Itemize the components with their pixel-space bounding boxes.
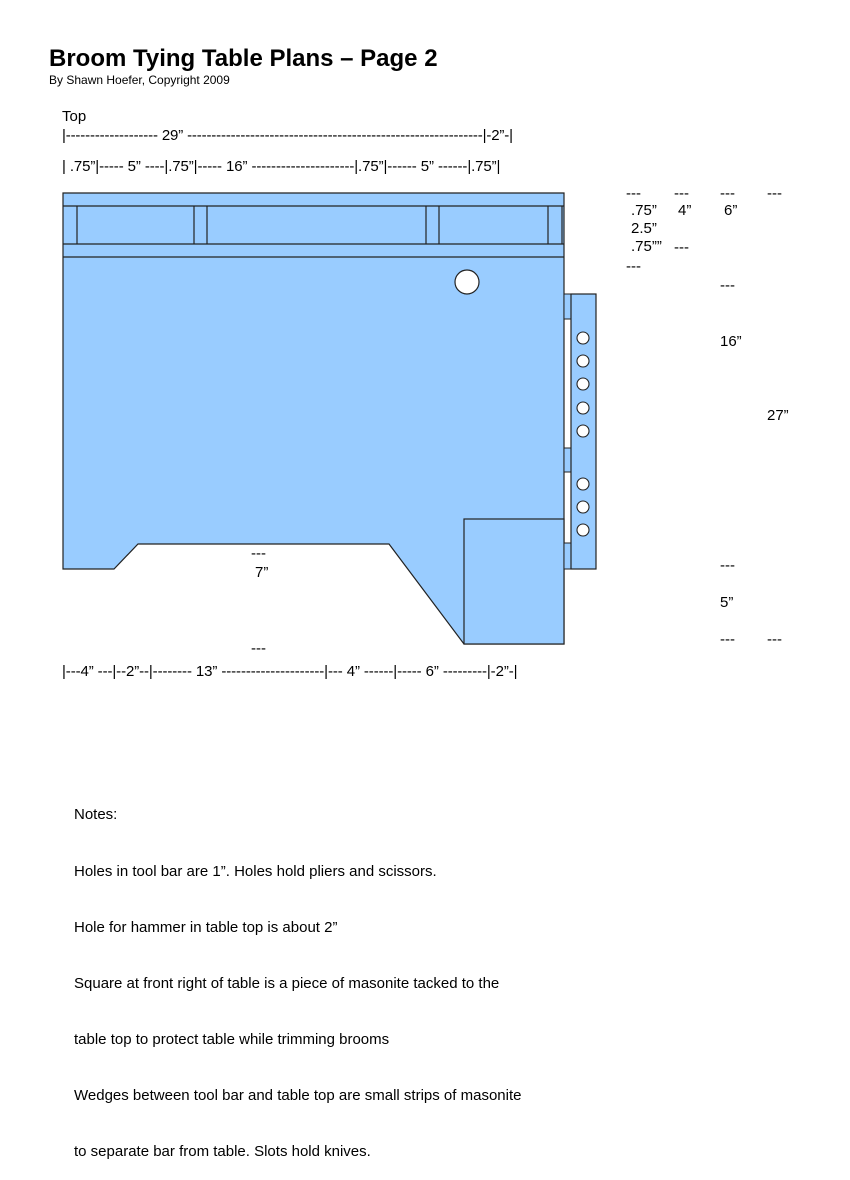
wedge	[564, 543, 571, 569]
dimension-label-col3: ---	[720, 557, 735, 574]
bottom-segment-dimensions: |---4” ---|--2”--|-------- 13” ---------------------|--- 4” ------|----- 6” ---------|-2”-|	[62, 663, 518, 680]
top-segment-dimensions: | .75”|----- 5” ----|.75”|----- 16” ---------------------|.75”|------ 5” ------|.75”|	[62, 158, 501, 175]
wedge	[564, 448, 571, 472]
note-line: to separate bar from table. Slots hold knives.	[74, 1143, 371, 1161]
tool-hole	[577, 378, 589, 390]
dimension-label-col4: 27”	[767, 407, 789, 424]
dimension-label-col1: .75””	[631, 238, 662, 255]
hammer-hole	[455, 270, 479, 294]
tool-hole	[577, 355, 589, 367]
masonite-square	[464, 519, 564, 644]
top-overall-dimension: |------------------- 29” -------------------------------------------------------------|-2”-|	[62, 127, 513, 144]
tool-bar-holes	[577, 332, 589, 536]
dimension-label-col2: ---	[674, 185, 689, 202]
wedge	[564, 294, 571, 319]
dimension-label-col1: .75”	[631, 202, 657, 219]
dimension-label-col3: 5”	[720, 594, 734, 611]
tool-hole	[577, 332, 589, 344]
dimension-label-center: 7”	[255, 564, 269, 581]
dimension-label-col2: ---	[674, 239, 689, 256]
dimension-label-col3: ---	[720, 277, 735, 294]
note-line: table top to protect table while trimming brooms	[74, 1030, 390, 1048]
tool-hole	[577, 478, 589, 490]
page-title: Broom Tying Table Plans – Page 2	[49, 45, 438, 72]
note-line: Hole for hammer in table top is about 2”	[74, 918, 338, 936]
view-label: Top	[62, 108, 87, 125]
tool-hole	[577, 425, 589, 437]
notes-block	[74, 769, 521, 1180]
dimension-label-col3: ---	[720, 631, 735, 648]
dimension-label-col3: ---	[720, 185, 735, 202]
dimension-label-center: ---	[251, 640, 266, 657]
dimension-label-col4: ---	[767, 185, 782, 202]
note-line: Holes in tool bar are 1”. Holes hold pliers and scissors.	[74, 862, 437, 880]
note-line: Square at front right of table is a piece of masonite tacked to the	[74, 974, 500, 992]
dimension-label-center: ---	[251, 545, 266, 562]
dimension-label-col1: ---	[626, 185, 641, 202]
dimension-label-col3: 16”	[720, 333, 742, 350]
tool-hole	[577, 524, 589, 536]
dimension-label-col1: 2.5”	[631, 220, 657, 237]
note-line: Wedges between tool bar and table top are small strips of masonite	[74, 1086, 522, 1104]
dimension-label-col1: ---	[626, 258, 641, 275]
page-subtitle: By Shawn Hoefer, Copyright 2009	[49, 73, 230, 87]
dimension-label-col3: 6”	[724, 202, 738, 219]
tool-hole	[577, 402, 589, 414]
notes-heading: Notes:	[74, 806, 118, 824]
dimension-label-col2: 4”	[678, 202, 692, 219]
dimension-label-col4: ---	[767, 631, 782, 648]
tool-hole	[577, 501, 589, 513]
